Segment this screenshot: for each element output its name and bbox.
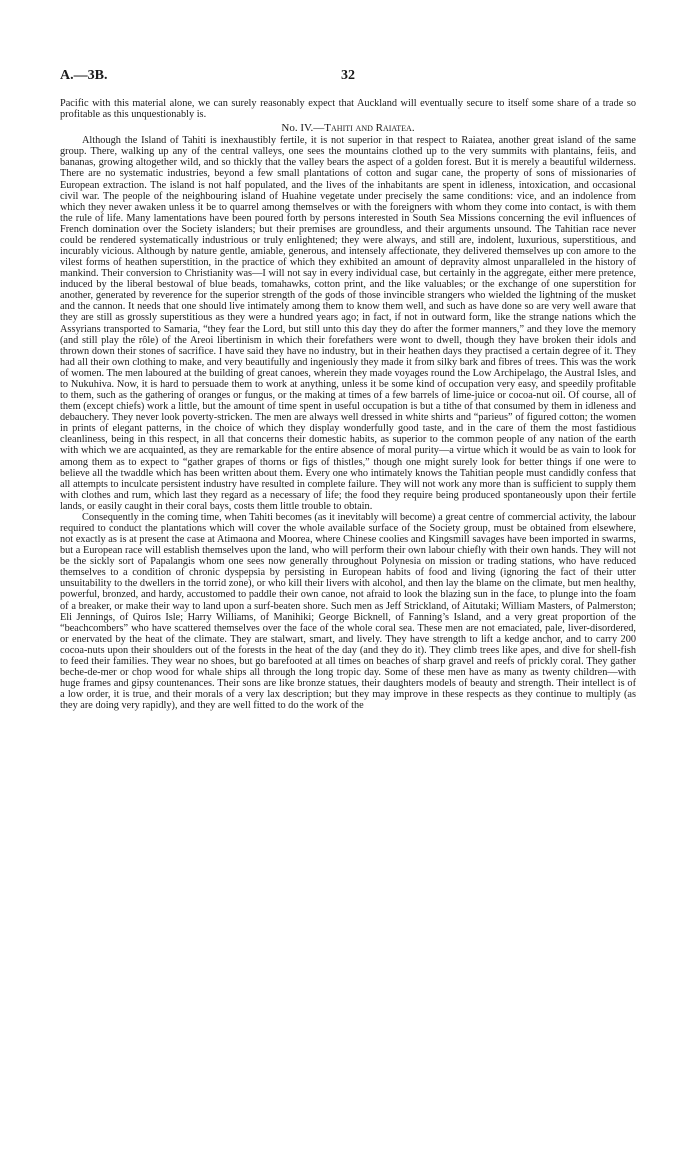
body-paragraph-2: Consequently in the coming time, when Tahiti becomes (as it inevitably will become) a great centre of commercial activity, the labour required to conduct the plantations which will cover the whole available surface of the Society group, must be obtained from elsewhere, not exactly as is at present the case at Atimaona and Moorea, where Chinese coolies and Kingsmill savages have been imported in swarms, but a European race will establish themselves upon the land, who will perform their own labour chiefly with their own hands. They will not be the sickly sort of Papalangis whom one sees now generally throughout Polynesia on mission or trading stations, who have reduced themselves to a condition of chronic dyspepsia by persisting in European habits of food and living (ignoring the fact of their utter unsuitability to the dwellers in the torrid zone), or who kill their livers with alcohol, and then lay the blame on the climate, but men healthy, powerful, bronzed, and hardy, accustomed to paddle their own canoe, not afraid to look the blazing sun in the face, to plunge into the foam of a breaker, or make their way to land upon a surf-beaten shore. Such men as Jeff Strickland, of Aitutaki; William Masters, of Palmerston; Eli Jennings, of Quiros Isle; Harry Williams, of Manihiki; George Bicknell, of Fanning’s Island, and a very great proportion of the “beachcombers” who have scattered themselves over the face of the whole coral sea. These men are not emaciated, pale, liver-disordered, or enervated by the heat of the climate. They are stalwart, smart, and lively. They have strength to lift a kedge anchor, and to carry 200 cocoa-nuts upon their shoulders out of the forests in the heat of the day (and they do it). They climb trees like apes, and dive for shell-fish to feed their families. They wear no shoes, but go barefooted at all times on beaches of sharp gravel and reefs of prickly coral. They gather beche-de-mer or chop wood for whale ships all through the long tropic day. Some of these men have as many as twenty children—with huge frames and gipsy countenances. Their sons are like bronze statues, their daughters models of beauty and strength. Their intellect is of a low order, it is true, and their morals of a very lax description; but they may improve in these respects as they continue to multiply (as they are doing very rapidly), and they are well fitted to do the work of the	[60, 511, 636, 712]
page-body	[60, 98, 636, 711]
page-number: 32	[341, 68, 355, 83]
section-heading	[60, 123, 636, 134]
section-title: Tahiti and Raiatea.	[324, 122, 415, 135]
page-header	[60, 68, 636, 84]
section-number: No. IV.—	[281, 122, 325, 135]
intro-paragraph: Pacific with this material alone, we can surely reasonably expect that Auckland will eventually secure to itself some share of a trade so profitable as this unquestionably is.	[60, 98, 636, 121]
document-reference: A.—3B.	[60, 68, 108, 83]
body-paragraph-1: Although the Island of Tahiti is inexhaustibly fertile, it is not superior in that respect to Raiatea, another great island of the same group. There, walking up any of the central valleys, one sees the mountains clothed up to the very summits with plantains, feiis, and bananas, growing altogether wild, and so thickly that the valley bears the aspect of a golden forest. But it is merely a beautiful wilderness. There are no systematic industries, beyond a few small plantations of cotton and sugar cane, the property of sons of missionaries of European extraction. The island is not half populated, and the lives of the inhabitants are spent in idleness, intoxication, and occasional civil war. The people of the neighbouring island of Huahine vegetate under precisely the same conditions: vice, and an indolence from which they never awaken unless it be to quarrel among themselves or with the foreigners with whom they come into contact, is with them the rule of life. Many lamentations have been poured forth by persons interested in South Sea Missions concerning the evil influences of French domination over the Society islanders; but their premises are groundless, and their arguments unsound. The Tahitian race never could be rendered systematically industrious or truly enlightened; they were always, and still are, indolent, luxurious, superstitious, and incurably vicious. Although by nature gentle, amiable, generous, and intensely affectionate, they delivered themselves up con amore to the vilest forms of heathen superstition, in the practice of which they exhibited an amount of depravity almost unparalleled in the history of mankind. Their conversion to Christianity was—I will not say in every individual case, but certainly in the aggregate, either mere pretence, induced by the liberal bestowal of blue beads, tomahawks, cotton print, and the like valuables; or the exchange of one superstition for another, generated by reverence for the superior strength of the gods of those invincible strangers who wielded the lightning of the musket and the cannon. It needs that one should live intimately among them to know them well, and such as have done so are very well aware that they are still as grossly superstitious as they were a hundred years ago; in fact, if not in outward form, like the strange nations which the Assyrians transported to Samaria, “they fear the Lord, but still unto this day they do after the former manners,” and they love the memory (and still play the rôle) of the Areoi libertinism in which their forefathers were wont to dwell, though they have broken their idols and thrown down their stones of sacrifice. I have said they have no industry, but in their heathen days they practised a certain degree of it. They had all their own clothing to make, and very beautifully and ingeniously they made it from silky bark and fibres of trees. This was the work of women. The men laboured at the building of great canoes, wherein they made voyages round the Low Archipelago, the Austral Isles, and to Nukuhiva. Now, it is hard to persuade them to work at anything, unless it be some kind of occupation very easy, and speedily profitable to them, such as the gathering of oranges or fungus, or the making at times of a few barrels of lime-juice or cocoa-nut oil. Of course, all of them (except chiefs) work a little, but the amount of time spent in useful occupation is but a tithe of that consumed by them in idleness and debauchery. They never look poverty-stricken. The men are always well dressed in white shirts and “parieus” of figured cotton; the women in prints of elegant patterns, in the choice of which they display wonderfully good taste, and in the care of them the most fastidious cleanliness, being in this respect, in all that concerns their domestic habits, as superior to the common people of any nation of the earth with which we are acquainted, as they are remarkable for the entire absence of moral purity—a virtue which it would be as vain to look for among them as to expect to “gather grapes of thorns or figs of thistles,” though one might surely look for better things if one were to believe all the twaddle which has been written about them. Every one who intimately knows the Tahitian people must candidly confess that all attempts to inculcate persistent industry have resulted in complete failure. They will not work any more than is sufficient to supply them with clothes and rum, which last they regard as a necessary of life; the food they require being produced spontaneously upon their fertile lands, or easily caught in their coral bays, costs them little trouble to obtain.	[60, 135, 636, 512]
